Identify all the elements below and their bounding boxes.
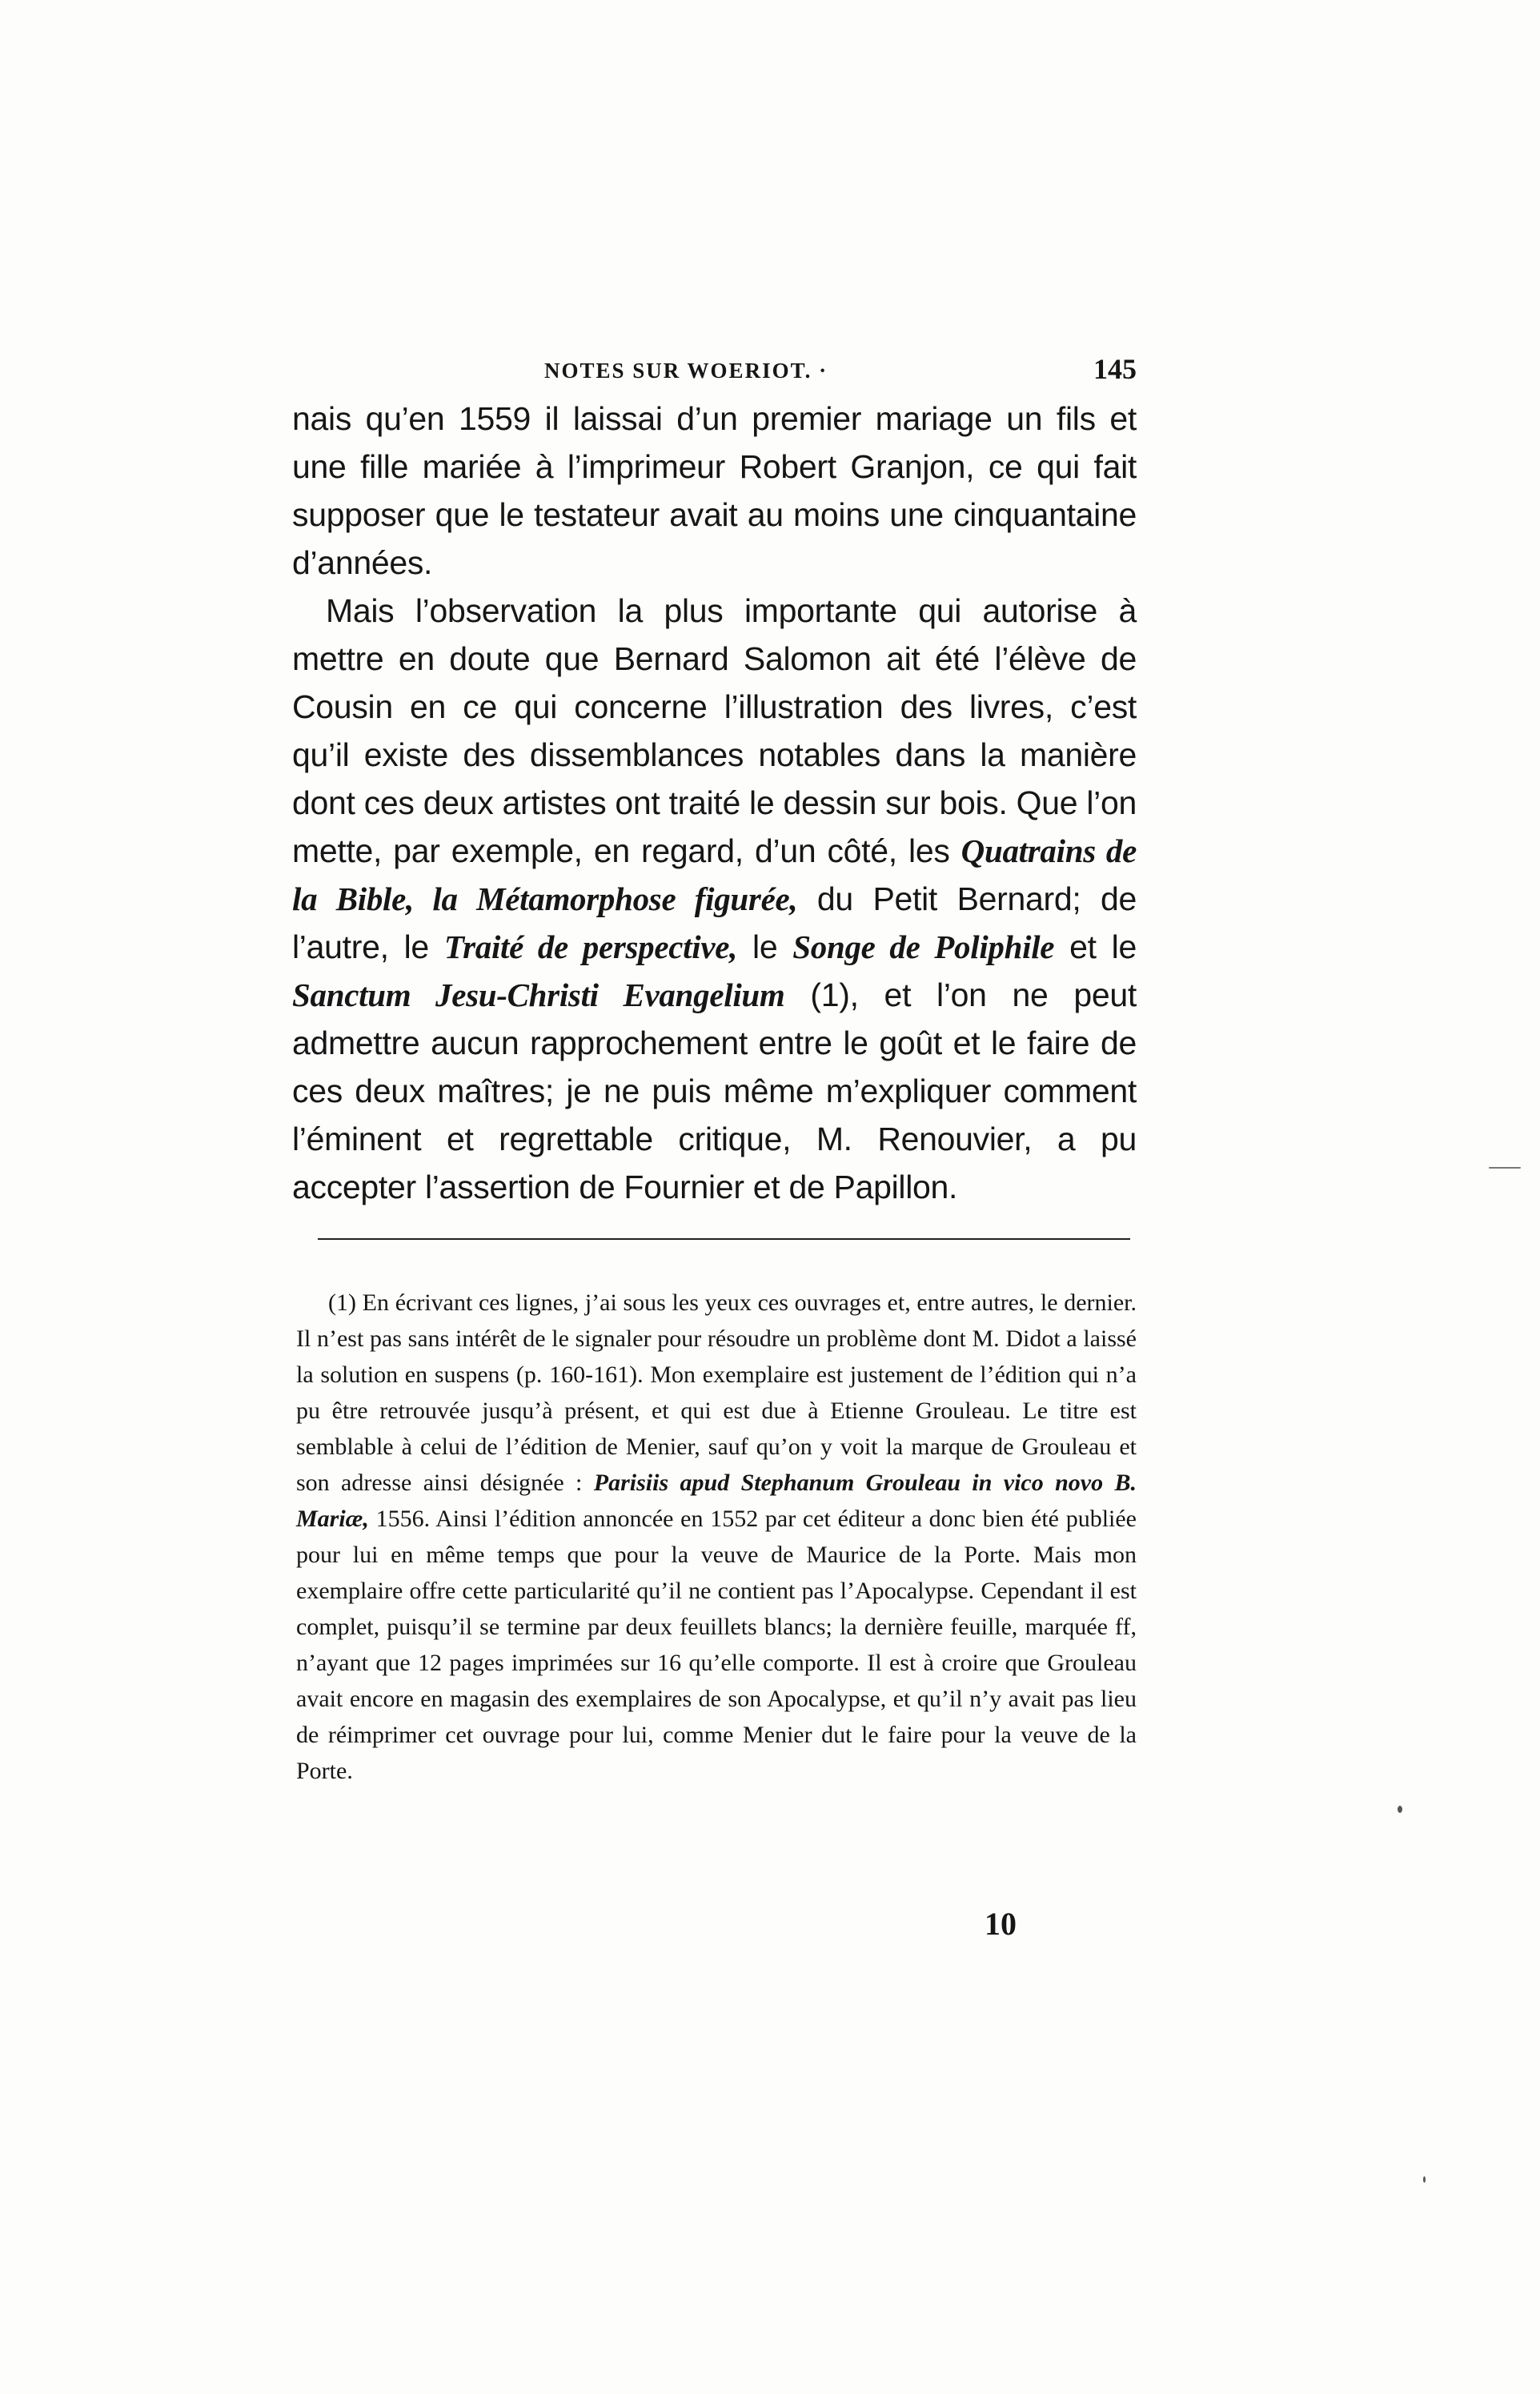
- ink-speck: [1423, 2176, 1426, 2183]
- paragraph-text: du Petit Bernard; de l’autre, le: [292, 880, 1137, 965]
- footnote-address: Parisiis apud Stephanum Grouleau in vico novo B. Mariæ,: [296, 1470, 1137, 1532]
- footnote: [296, 1285, 1137, 1789]
- book-title: Sanctum Jesu-Christi Evangelium: [292, 976, 785, 1013]
- paragraph: nais qu’en 1559 il laissai d’un premier mariage un fils et une fille mariée à l’imprimeur Robert Granjon, ce qui fait supposer que le testateur avait au moins une cinquantaine d’années.: [292, 400, 1137, 581]
- book-title: Quatrains de la Bible, la Métamorphose figurée,: [292, 832, 1137, 917]
- footnote-paragraph: [296, 1285, 1137, 1789]
- footnote-rule: [318, 1238, 1130, 1240]
- book-title: Traité de perspective,: [443, 928, 738, 965]
- main-text: [292, 395, 1137, 1211]
- page-number: 145: [1093, 353, 1137, 385]
- paragraph-text: Mais l’observation la plus importante qui autorise à mettre en doute que Bernard Salomon ait été l’élève de Cousin en ce qui concerne l’illustration des livres, c’est qu’il existe des dissemblances notables dans la manière dont ces deux artistes ont traité le dessin sur bois. Que l’on mette, par exemple, en regard, d’un côté, les: [292, 592, 1137, 869]
- signature-mark: 10: [985, 1906, 1017, 1942]
- ink-speck: [1398, 1806, 1402, 1813]
- paragraph-text: (1), et l’on ne peut admettre aucun rapprochement entre le goût et le faire de ces deux maîtres; je ne puis même m’expliquer comment l’éminent et regrettable critique, M. Renouvier, a pu accepter l’assertion de Fournier et de Papillon.: [292, 976, 1137, 1205]
- paragraph-text: et le: [1054, 928, 1137, 965]
- paragraph-text: le: [737, 928, 793, 965]
- footnote-text: (1) En écrivant ces lignes, j’ai sous les yeux ces ouvrages et, entre autres, le dernier. Il n’est pas sans intérêt de le signaler pour résoudre un problème dont M. Didot a laissé la solution en suspens (p. 160-161). Mon exemplaire est justement de l’édition qui n’a pu être retrouvée jusqu’à présent, et qui est due à Etienne Grouleau. Le titre est semblable à celui de l’édition de Menier, sauf qu’on y voit la marque de Grouleau et son adresse ainsi désignée :: [296, 1289, 1137, 1496]
- footnote-text: 1556. Ainsi l’édition annoncée en 1552 par cet éditeur a donc bien été publiée pour lui en même temps que pour la veuve de Maurice de la Porte. Mais mon exemplaire offre cette particularité qu’il ne contient pas l’Apocalypse. Cependant il est complet, puisqu’il se termine par deux feuillets blancs; la dernière feuille, marquée ff, n’ayant que 12 pages imprimées sur 16 qu’elle comporte. Il est à croire que Grouleau avait encore en magasin des exemplaires de son Apocalypse, et qu’il n’y avait pas lieu de réimprimer cet ouvrage pour lui, comme Menier dut le faire pour la veuve de la Porte.: [296, 1506, 1137, 1784]
- running-head: NOTES SUR WOERIOT. ·: [544, 359, 828, 383]
- paragraph: [292, 587, 1137, 1211]
- book-title: Songe de Poliphile: [792, 928, 1055, 965]
- page-header: [544, 352, 1137, 392]
- ink-speck: [1489, 1167, 1521, 1169]
